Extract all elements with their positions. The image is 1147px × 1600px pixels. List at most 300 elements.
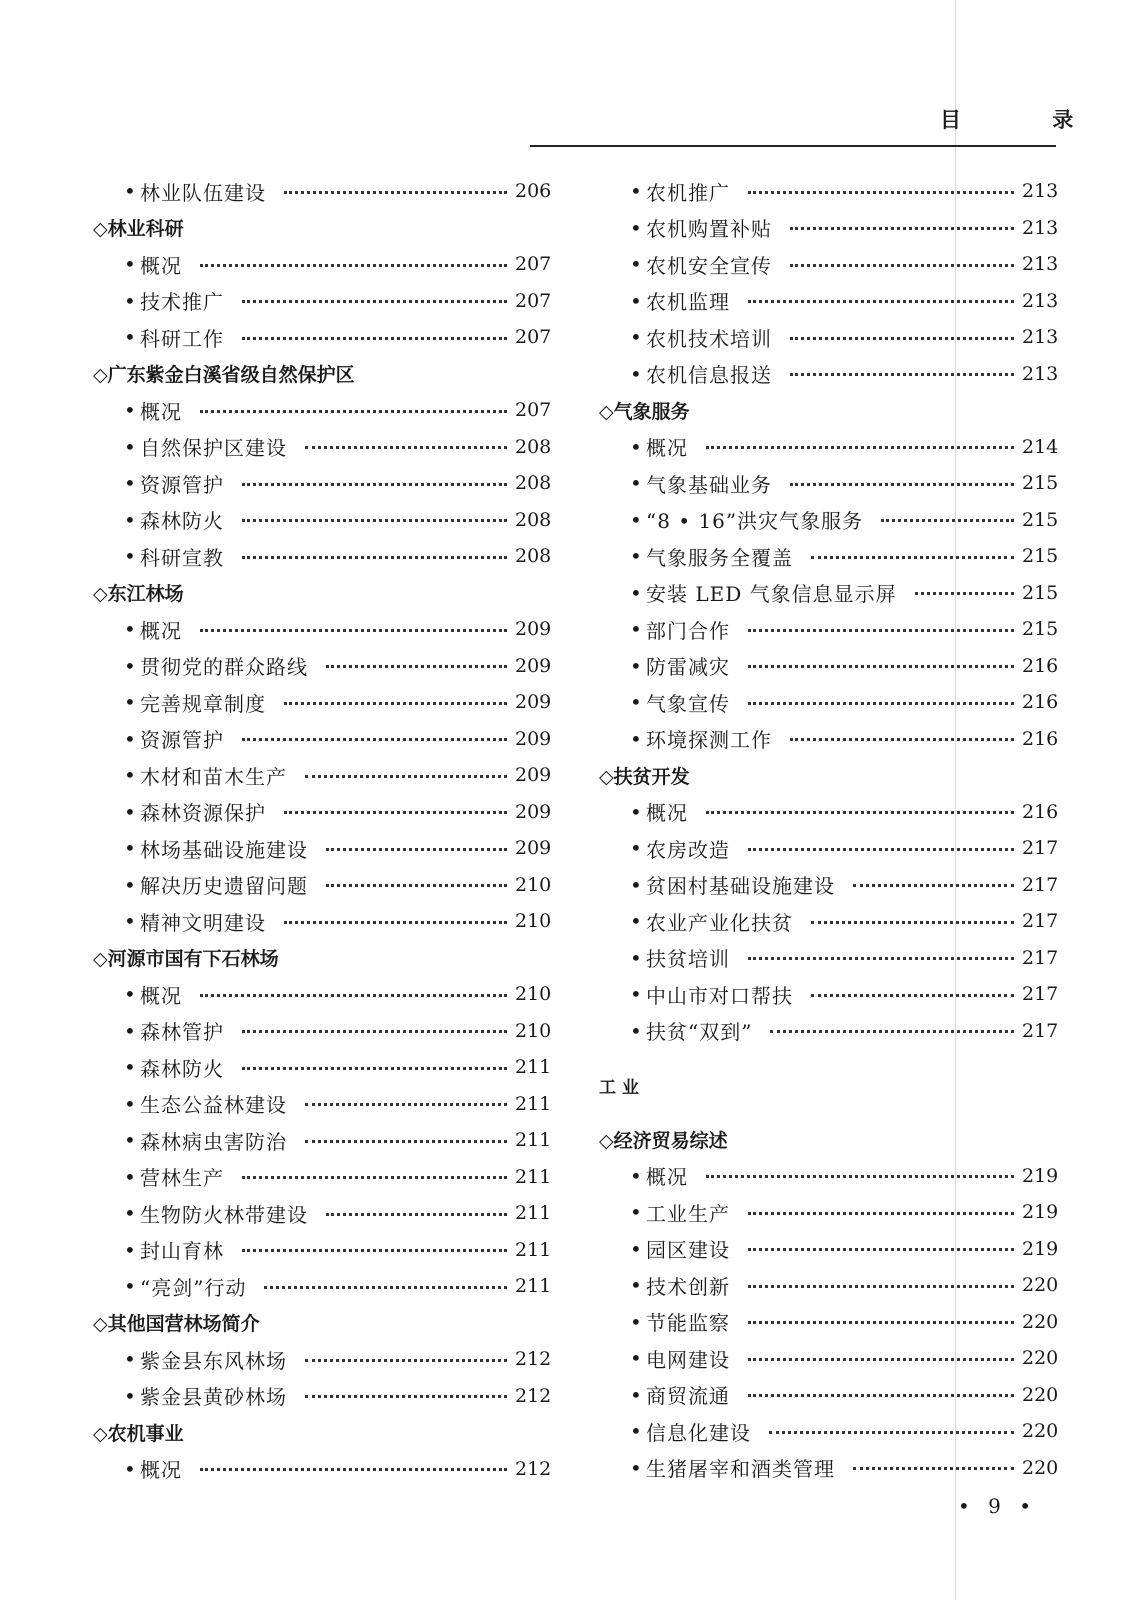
entry-page-number: 219 — [1022, 1237, 1058, 1260]
entry-title: 森林防火 — [140, 1056, 224, 1081]
toc-entry — [599, 283, 1058, 320]
dot-leader — [811, 994, 1014, 997]
entry-page-number: 220 — [1022, 1274, 1058, 1297]
entry-page-number: 216 — [1022, 800, 1058, 823]
dot-leader — [748, 629, 1014, 632]
dot-leader — [305, 1140, 507, 1143]
entry-title: 部门合作 — [646, 618, 730, 643]
toc-entry — [599, 429, 1058, 466]
entry-page-number: 209 — [515, 764, 551, 787]
section-title: ◇河源市国有下石林场 — [93, 948, 279, 971]
entry-title: 概况 — [140, 1458, 182, 1483]
dot-leader — [881, 519, 1014, 522]
toc-entry — [93, 1086, 551, 1123]
dot-leader — [326, 848, 507, 851]
toc-entry — [93, 319, 551, 356]
entry-page-number: 215 — [1022, 472, 1058, 495]
bullet: • — [630, 653, 642, 678]
toc-entry — [93, 903, 551, 940]
entry-page-number: 217 — [1022, 873, 1058, 896]
entry-page-number: 211 — [515, 1056, 551, 1079]
bullet: • — [630, 799, 642, 824]
section-title: ◇林业科研 — [93, 218, 184, 241]
entry-title: 农机信息报送 — [646, 363, 772, 388]
entry-title: 贯彻党的群众路线 — [140, 655, 308, 680]
dot-leader — [748, 1358, 1014, 1361]
bullet: • — [630, 325, 642, 350]
toc-entry — [93, 392, 551, 429]
toc-entry — [93, 1122, 551, 1159]
entry-title: 木材和苗木生产 — [140, 764, 287, 789]
toc-entry — [599, 830, 1058, 867]
bullet: • — [124, 1091, 136, 1116]
bullet: • — [630, 252, 642, 277]
toc-entry — [599, 1304, 1058, 1341]
section-title: ◇农机事业 — [93, 1422, 184, 1445]
entry-title: 森林管护 — [140, 1020, 224, 1045]
bullet: • — [124, 1018, 136, 1043]
toc-column-left — [93, 173, 551, 1487]
toc-entry — [93, 1232, 551, 1269]
entry-title: 完善规章制度 — [140, 691, 266, 716]
toc-entry — [93, 1268, 551, 1305]
entry-page-number: 220 — [1022, 1383, 1058, 1406]
toc-entry — [599, 575, 1058, 612]
toc-entry — [599, 903, 1058, 940]
dot-leader — [790, 373, 1014, 376]
entry-page-number: 213 — [1022, 326, 1058, 349]
entry-title: 气象基础业务 — [646, 472, 772, 497]
toc-entry — [599, 1413, 1058, 1450]
dot-leader — [242, 1176, 507, 1179]
dot-leader — [748, 848, 1014, 851]
entry-title: 生态公益林建设 — [140, 1093, 287, 1118]
toc-entry — [599, 1158, 1058, 1195]
toc-entry — [599, 1340, 1058, 1377]
bullet: • — [124, 1274, 136, 1299]
entry-title: 林业队伍建设 — [140, 180, 266, 205]
entry-title: 林场基础设施建设 — [140, 837, 308, 862]
entry-page-number: 213 — [1022, 253, 1058, 276]
toc-entry — [93, 1341, 551, 1378]
entry-page-number: 214 — [1022, 435, 1058, 458]
bullet: • — [630, 1163, 642, 1188]
bullet: • — [124, 1055, 136, 1080]
toc-column-right — [599, 173, 1058, 1486]
toc-entry — [599, 1377, 1058, 1414]
dot-leader — [748, 665, 1014, 668]
bullet: • — [630, 1236, 642, 1261]
entry-title: 概况 — [646, 801, 688, 826]
entry-title: 商贸流通 — [646, 1384, 730, 1409]
entry-title: 农业产业化扶贫 — [646, 910, 793, 935]
bullet: • — [630, 361, 642, 386]
entry-page-number: 209 — [515, 654, 551, 677]
toc-entry — [93, 1451, 551, 1488]
dot-leader — [769, 1431, 1014, 1434]
section-heading — [93, 575, 551, 612]
dot-leader — [200, 994, 507, 997]
bullet: • — [630, 215, 642, 240]
entry-page-number: 208 — [515, 545, 551, 568]
header-rule — [530, 145, 1056, 147]
bullet: • — [630, 434, 642, 459]
bullet: • — [630, 1018, 642, 1043]
page-number: • 9 • — [958, 1494, 1038, 1518]
dot-leader — [770, 1030, 1014, 1033]
entry-title: 技术创新 — [646, 1274, 730, 1299]
section-heading — [93, 1305, 551, 1342]
bullet: • — [124, 653, 136, 678]
dot-leader — [284, 811, 507, 814]
entry-title: 气象服务全覆盖 — [646, 545, 793, 570]
entry-page-number: 209 — [515, 691, 551, 714]
entry-title: 科研宣教 — [140, 545, 224, 570]
toc-entry — [93, 648, 551, 685]
toc-entry — [93, 757, 551, 794]
toc-entry — [93, 502, 551, 539]
entry-title: 精神文明建设 — [140, 910, 266, 935]
dot-leader — [790, 483, 1014, 486]
dot-leader — [748, 1394, 1014, 1397]
entry-title: 森林防火 — [140, 509, 224, 534]
bullet: • — [630, 580, 642, 605]
toc-entry — [93, 1159, 551, 1196]
entry-title: 农机购置补贴 — [646, 217, 772, 242]
dot-leader — [790, 227, 1014, 230]
bullet: • — [124, 544, 136, 569]
entry-title: 技术推广 — [140, 290, 224, 315]
dot-leader — [790, 337, 1014, 340]
toc-entry — [93, 283, 551, 320]
entry-page-number: 209 — [515, 727, 551, 750]
entry-page-number: 216 — [1022, 727, 1058, 750]
entry-page-number: 209 — [515, 618, 551, 641]
entry-page-number: 211 — [515, 1092, 551, 1115]
entry-title: 电网建设 — [646, 1347, 730, 1372]
toc-entry — [599, 356, 1058, 393]
entry-title: 概况 — [140, 399, 182, 424]
entry-title: 农房改造 — [646, 837, 730, 862]
dot-leader — [811, 921, 1014, 924]
entry-title: 农机监理 — [646, 290, 730, 315]
dot-leader — [242, 1249, 507, 1252]
bullet: • — [124, 1201, 136, 1226]
bullet: • — [124, 179, 136, 204]
entry-page-number: 213 — [1022, 289, 1058, 312]
entry-page-number: 209 — [515, 837, 551, 860]
entry-page-number: 216 — [1022, 654, 1058, 677]
dot-leader — [305, 1395, 507, 1398]
entry-page-number: 213 — [1022, 180, 1058, 203]
dot-leader — [200, 1468, 507, 1471]
entry-title: 工业生产 — [646, 1201, 730, 1226]
dot-leader — [326, 1213, 507, 1216]
category-heading — [599, 1067, 1058, 1103]
bullet: • — [124, 726, 136, 751]
dot-leader — [284, 702, 507, 705]
dot-leader — [853, 1467, 1014, 1470]
entry-page-number: 217 — [1022, 910, 1058, 933]
dot-leader — [242, 1030, 507, 1033]
section-heading — [599, 757, 1058, 794]
toc-entry — [93, 246, 551, 283]
dot-leader — [326, 884, 507, 887]
running-head: 目 录 — [940, 108, 1116, 132]
bullet: • — [124, 1164, 136, 1189]
bullet: • — [630, 544, 642, 569]
toc-entry — [599, 794, 1058, 831]
dot-leader — [748, 300, 1014, 303]
toc-entry — [599, 1450, 1058, 1487]
dot-leader — [790, 738, 1014, 741]
bullet: • — [124, 909, 136, 934]
bullet: • — [124, 1237, 136, 1262]
dot-leader — [915, 592, 1014, 595]
bullet: • — [124, 471, 136, 496]
bullet: • — [630, 945, 642, 970]
toc-entry — [93, 794, 551, 831]
dot-leader — [748, 1321, 1014, 1324]
entry-page-number: 220 — [1022, 1347, 1058, 1370]
bullet: • — [630, 288, 642, 313]
entry-page-number: 208 — [515, 508, 551, 531]
entry-title: 封山育林 — [140, 1239, 224, 1264]
bullet: • — [630, 1419, 642, 1444]
bullet: • — [124, 1347, 136, 1372]
entry-page-number: 207 — [515, 253, 551, 276]
entry-page-number: 213 — [1022, 216, 1058, 239]
entry-page-number: 217 — [1022, 1019, 1058, 1042]
entry-page-number: 207 — [515, 399, 551, 422]
toc-entry — [93, 867, 551, 904]
dot-leader — [326, 665, 507, 668]
toc-entry — [93, 1013, 551, 1050]
toc-entry — [93, 1378, 551, 1415]
toc-entry — [93, 721, 551, 758]
dot-leader — [200, 629, 507, 632]
entry-title: 气象宣传 — [646, 691, 730, 716]
bullet: • — [630, 1346, 642, 1371]
entry-title: 环境探测工作 — [646, 728, 772, 753]
entry-title: “亮剑”行动 — [140, 1275, 247, 1300]
toc-entry — [599, 1194, 1058, 1231]
toc-entry — [93, 1049, 551, 1086]
bullet: • — [630, 982, 642, 1007]
section-heading — [93, 1414, 551, 1451]
entry-title: 中山市对口帮扶 — [646, 983, 793, 1008]
entry-title: “8 • 16”洪灾气象服务 — [646, 509, 864, 534]
bullet: • — [124, 288, 136, 313]
dot-leader — [305, 775, 507, 778]
toc-entry — [93, 830, 551, 867]
entry-title: 扶贫培训 — [646, 947, 730, 972]
entry-page-number: 212 — [515, 1457, 551, 1480]
entry-title: 紫金县黄砂林场 — [140, 1385, 287, 1410]
section-title: ◇气象服务 — [599, 400, 690, 423]
entry-page-number: 212 — [515, 1348, 551, 1371]
entry-page-number: 210 — [515, 873, 551, 896]
entry-page-number: 211 — [515, 1275, 551, 1298]
bullet: • — [630, 471, 642, 496]
entry-title: 园区建设 — [646, 1238, 730, 1263]
entry-page-number: 211 — [515, 1129, 551, 1152]
bullet: • — [124, 617, 136, 642]
bullet: • — [124, 1128, 136, 1153]
section-heading — [599, 1121, 1058, 1158]
toc-entry — [93, 173, 551, 210]
entry-title: 森林病虫害防治 — [140, 1129, 287, 1154]
entry-page-number: 217 — [1022, 946, 1058, 969]
dot-leader — [706, 811, 1014, 814]
dot-leader — [748, 191, 1014, 194]
dot-leader — [305, 1359, 507, 1362]
bullet: • — [630, 179, 642, 204]
bullet: • — [124, 690, 136, 715]
bullet: • — [630, 1200, 642, 1225]
entry-title: 扶贫“双到” — [646, 1020, 753, 1045]
dot-leader — [305, 1103, 507, 1106]
entry-title: 生猪屠宰和酒类管理 — [646, 1457, 835, 1482]
entry-title: 节能监察 — [646, 1311, 730, 1336]
bullet: • — [124, 434, 136, 459]
bullet: • — [630, 690, 642, 715]
toc-entry — [599, 538, 1058, 575]
entry-page-number: 219 — [1022, 1164, 1058, 1187]
entry-page-number: 213 — [1022, 362, 1058, 385]
toc-entry — [599, 721, 1058, 758]
entry-title: 农机安全宣传 — [646, 253, 772, 278]
dot-leader — [305, 446, 507, 449]
entry-page-number: 217 — [1022, 837, 1058, 860]
dot-leader — [242, 1067, 507, 1070]
bullet: • — [124, 325, 136, 350]
bullet: • — [630, 872, 642, 897]
section-heading — [93, 210, 551, 247]
entry-title: 生物防火林带建设 — [140, 1202, 308, 1227]
toc-entry — [93, 429, 551, 466]
bullet: • — [124, 799, 136, 824]
bullet: • — [124, 252, 136, 277]
entry-page-number: 217 — [1022, 983, 1058, 1006]
dot-leader — [242, 519, 507, 522]
entry-page-number: 215 — [1022, 545, 1058, 568]
dot-leader — [748, 702, 1014, 705]
toc-entry — [93, 611, 551, 648]
category-title: 工 业 — [599, 1077, 639, 1098]
entry-title: 概况 — [140, 253, 182, 278]
entry-page-number: 215 — [1022, 508, 1058, 531]
section-title: ◇东江林场 — [93, 583, 184, 606]
entry-title: 资源管护 — [140, 728, 224, 753]
bullet: • — [630, 1382, 642, 1407]
dot-leader — [748, 1212, 1014, 1215]
entry-title: 概况 — [140, 983, 182, 1008]
entry-page-number: 210 — [515, 910, 551, 933]
entry-title: 解决历史遗留问题 — [140, 874, 308, 899]
toc-entry — [599, 502, 1058, 539]
entry-page-number: 209 — [515, 800, 551, 823]
section-title: ◇扶贫开发 — [599, 765, 690, 788]
toc-entry — [599, 611, 1058, 648]
toc-entry — [599, 867, 1058, 904]
dot-leader — [200, 264, 507, 267]
toc-entry — [599, 210, 1058, 247]
entry-title: 农机技术培训 — [646, 326, 772, 351]
bullet: • — [630, 1455, 642, 1480]
toc-entry — [599, 940, 1058, 977]
bullet: • — [630, 1309, 642, 1334]
dot-leader — [706, 446, 1014, 449]
entry-page-number: 210 — [515, 983, 551, 1006]
entry-title: 营林生产 — [140, 1166, 224, 1191]
entry-page-number: 216 — [1022, 691, 1058, 714]
dot-leader — [748, 1248, 1014, 1251]
bullet: • — [630, 507, 642, 532]
section-title: ◇广东紫金白溪省级自然保护区 — [93, 364, 355, 387]
entry-page-number: 215 — [1022, 581, 1058, 604]
bullet: • — [630, 909, 642, 934]
entry-title: 概况 — [140, 618, 182, 643]
toc-entry — [93, 465, 551, 502]
entry-page-number: 207 — [515, 326, 551, 349]
toc-entry — [599, 319, 1058, 356]
dot-leader — [748, 1285, 1014, 1288]
toc-entry — [599, 648, 1058, 685]
dot-leader — [284, 191, 507, 194]
toc-entry — [599, 246, 1058, 283]
entry-page-number: 206 — [515, 180, 551, 203]
entry-title: 概况 — [646, 1165, 688, 1190]
entry-title: 贫困村基础设施建设 — [646, 874, 835, 899]
toc-entry — [599, 1013, 1058, 1050]
section-title: ◇经济贸易综述 — [599, 1129, 728, 1152]
entry-title: 紫金县东风林场 — [140, 1348, 287, 1373]
toc-entry — [599, 1231, 1058, 1268]
section-heading — [599, 392, 1058, 429]
entry-page-number: 215 — [1022, 618, 1058, 641]
dot-leader — [242, 556, 507, 559]
entry-page-number: 211 — [515, 1165, 551, 1188]
section-title: ◇其他国营林场简介 — [93, 1313, 260, 1336]
dot-leader — [264, 1286, 507, 1289]
entry-page-number: 208 — [515, 435, 551, 458]
entry-page-number: 208 — [515, 472, 551, 495]
dot-leader — [853, 884, 1014, 887]
entry-page-number: 212 — [515, 1384, 551, 1407]
entry-page-number: 207 — [515, 289, 551, 312]
dot-leader — [706, 1175, 1014, 1178]
bullet: • — [630, 836, 642, 861]
bullet: • — [124, 872, 136, 897]
entry-page-number: 220 — [1022, 1456, 1058, 1479]
toc-entry — [599, 173, 1058, 210]
entry-title: 概况 — [646, 436, 688, 461]
toc-entry — [599, 465, 1058, 502]
dot-leader — [748, 957, 1014, 960]
bullet: • — [630, 726, 642, 751]
entry-page-number: 211 — [515, 1238, 551, 1261]
bullet: • — [630, 617, 642, 642]
entry-title: 农机推广 — [646, 180, 730, 205]
entry-page-number: 220 — [1022, 1420, 1058, 1443]
entry-page-number: 219 — [1022, 1201, 1058, 1224]
entry-page-number: 210 — [515, 1019, 551, 1042]
entry-page-number: 220 — [1022, 1310, 1058, 1333]
bullet: • — [124, 1383, 136, 1408]
dot-leader — [284, 921, 507, 924]
bullet: • — [630, 1273, 642, 1298]
